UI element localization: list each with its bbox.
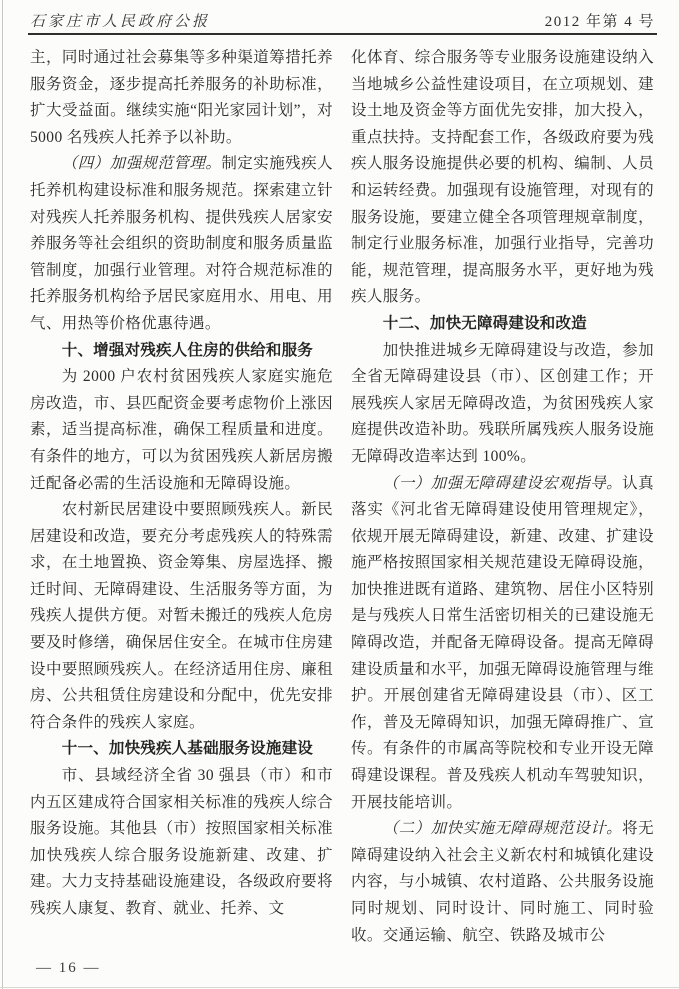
header-rule	[28, 33, 657, 35]
paragraph	[30, 151, 333, 337]
document-body	[30, 45, 655, 949]
paragraph: 农村新民居建设中要照顾残疾人。新民居建设和改造，要充分考虑残疾人的特殊需求，在土地置换、资金筹集、房屋选择、搬迁时间、无障碍建设、生活服务等方面，为残疾人提供方便。对暂未搬迁的残疾人危房要及时修缮，确保居住安全。在城市住房建设中要照顾残疾人。在经济适用住房、廉租房、公共租赁住房建设和分配中，优先安排符合条件的残疾人家庭。	[30, 501, 333, 731]
gazette-title: 石家庄市人民政府公报	[30, 14, 211, 30]
section-heading: 十一、加快残疾人基础服务设施建设	[61, 740, 313, 758]
right-column	[351, 45, 654, 949]
left-column	[30, 45, 333, 949]
paragraph: 加快推进城乡无障碍建设与改造，参加全省无障碍建设县（市）、区创建工作；开展残疾人家居无障碍改造，为贫困残疾人家庭提供改造补助。残联所属残疾人服务设施无障碍改造率达到 100%。	[351, 341, 654, 465]
subsection-lead: （一）加强无障碍建设宏观指导。	[382, 474, 623, 492]
section-heading: 十、增强对残疾人住房的供给和服务	[61, 341, 313, 359]
paragraph	[351, 816, 654, 949]
paragraph-continuation: 化体育、综合服务等专业服务设施建设纳入当地城乡公益性建设项目，在立项规划、建设土地及资金等方面优先安排，加大投入，重点扶持。支持配套工作，各级政府要为残疾人服务设施提供必要的机构、编制、人员和运转经费。加强现有设施管理，对现有的服务设施，要建立健全各项管理规章制度，制定行业服务标准，加强行业指导，完善功能，规范管理，提高服务水平，更好地为残疾人服务。	[351, 49, 654, 306]
paragraph-text: 将无障碍建设纳入社会主义新农村和城镇化建设内容，与小城镇、农村道路、公共服务设施同时规划、同时设计、同时施工、同时验收。交通运输、航空、铁路及城市公	[351, 820, 654, 944]
paragraph: 市、县域经济全省 30 强县（市）和市内五区建成符合国家相关标准的残疾人综合服务设施。其他县（市）按照国家相关标准加快残疾人综合服务设施新建、改建、扩建。大力支持基础设施建设，各级政府要将残疾人康复、教育、就业、托养、文	[30, 767, 333, 917]
paragraph	[351, 471, 654, 817]
subsection-lead: （二）加快实施无障碍规范设计。	[382, 820, 623, 838]
paragraph-continuation: 主，同时通过社会募集等多种渠道筹措托养服务资金，逐步提高托养服务的补助标准，扩大受益面。继续实施“阳光家园计划”，对 5000 名残疾人托养予以补助。	[30, 49, 333, 146]
scan-edge-left	[2, 0, 3, 989]
paragraph-text: 认真落实《河北省无障碍建设使用管理规定》，依规开展无障碍建设，新建、改建、扩建设施严格按照国家相关规范建设无障碍设施，加快推进既有道路、建筑物、居住小区特别是与残疾人日常生活密切相关的已建设施无障碍改造，并配备无障碍设备。提高无障碍建设质量和水平，加强无障碍设施管理与维护。开展创建省无障碍建设县（市）、区工作，普及无障碍知识，加强无障碍推广、宣传。有条件的市属高等院校和专业开设无障碍建设课程。普及残疾人机动车驾驶知识，开展技能培训。	[351, 474, 654, 811]
paragraph: 为 2000 户农村贫困残疾人家庭实施危房改造，市、县匹配资金要考虑物价上涨因素，适当提高标准，确保工程质量和进度。有条件的地方，可以为贫困残疾人新居房搬迁配备必需的生活设施和无障碍设施。	[30, 368, 333, 492]
subsection-lead: （四）加强规范管理。	[61, 155, 222, 173]
section-heading: 十二、加快无障碍建设和改造	[382, 314, 587, 332]
paragraph-text: 制定实施残疾人托养机构建设标准和服务规范。探索建立针对残疾人托养服务机构、提供残疾人居家安养服务等社会组织的资助制度和服务质量监管制度，加强行业管理。对符合规范标准的托养服务机构给予居民家庭用水、用电、用气、用热等价格优惠待遇。	[30, 155, 333, 332]
page-number: — 16 —	[36, 960, 101, 976]
page-header	[30, 10, 655, 31]
scan-edge-bottom	[0, 987, 679, 988]
issue-number: 2012 年第 4 号	[544, 14, 655, 30]
